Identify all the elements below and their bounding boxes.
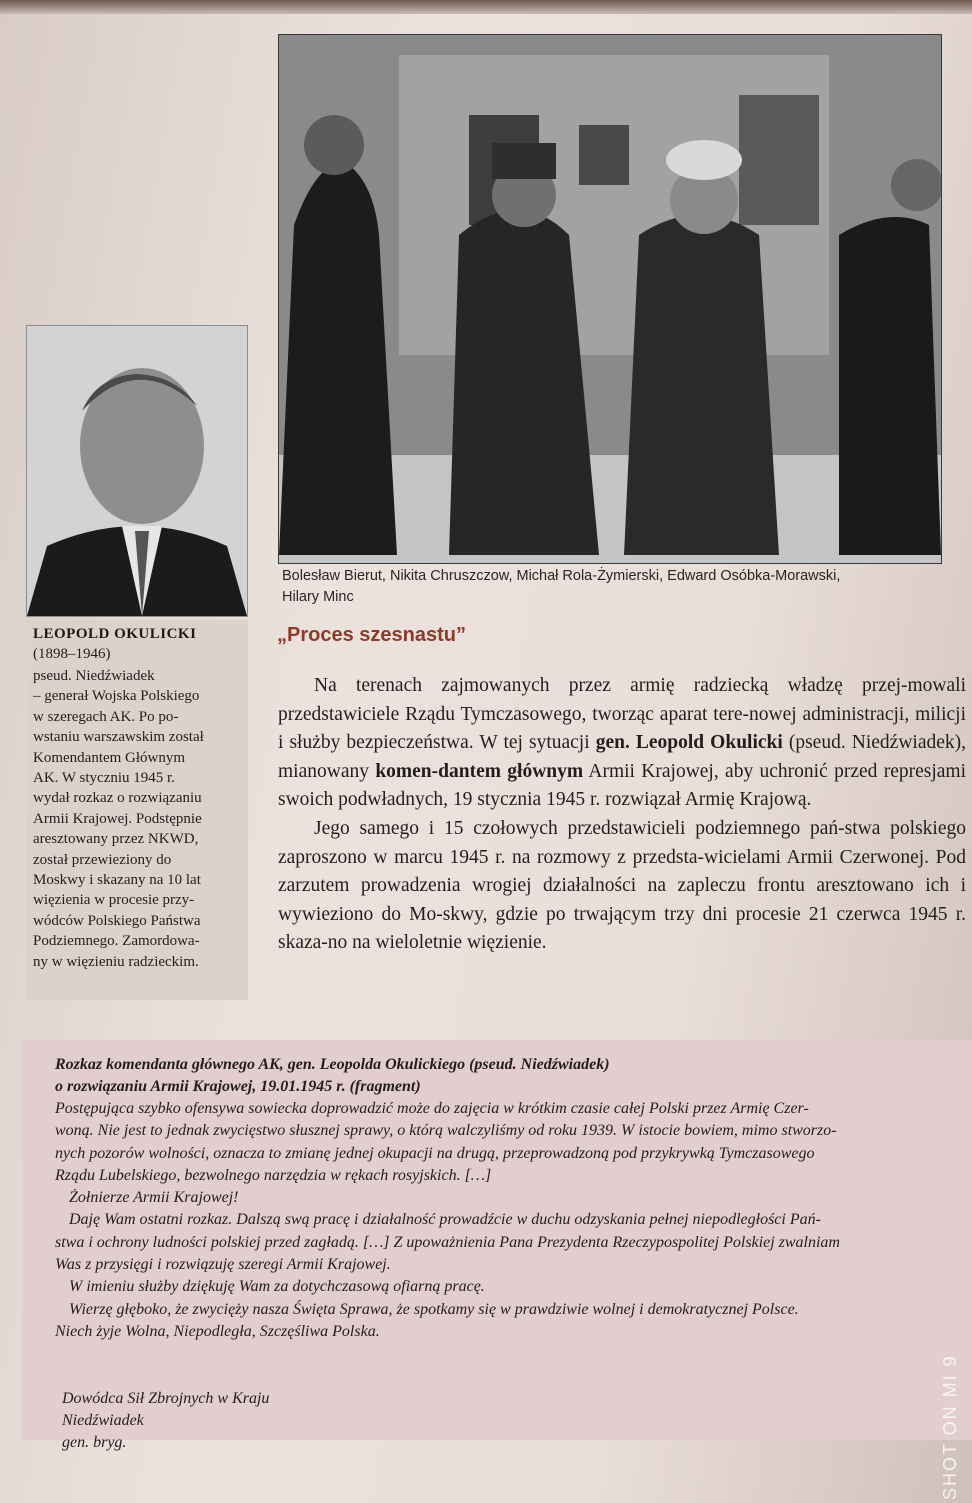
signature-line-2: Niedźwiadek bbox=[62, 1412, 144, 1429]
document-line: stwa i ochrony ludności polskiej przed zagładą. […] Z upoważnienia Pana Prezydenta Rzeczypospolitej Polskiej zwalniam bbox=[55, 1233, 840, 1251]
page-top-edge bbox=[0, 0, 972, 14]
portrait-photo bbox=[26, 325, 248, 617]
document-heading bbox=[55, 1054, 935, 1098]
document-line: Wierzę głęboko, że zwycięży nasza Święta Sprawa, że spotkamy się w prawdziwie wolnej i demokratycznej Polsce. bbox=[69, 1300, 799, 1318]
article-text: Na terenach zajmowanych przez armię radziecką władzę przej-mowali przedstawiciele Rządu Tymczasowego, tworząc aparat tere-nowej administracji, milicji i służby bezpieczeństwa. W tej sytuacji bbox=[278, 675, 966, 754]
document-line: Rządu Lubelskiego, bezwolnego narzędzia w rękach rosyjskich. […] bbox=[55, 1166, 492, 1184]
document-line: W imieniu służby dziękuję Wam za dotychczasową ofiarną pracę. bbox=[69, 1278, 485, 1296]
group-photo bbox=[278, 34, 942, 564]
section-title: „Proces szesnastu” bbox=[277, 624, 466, 646]
article-emphasis: gen. Leopold Okulicki bbox=[595, 732, 783, 754]
document-line: Daję Wam ostatni rozkaz. Dalszą swą pracę i działalność prowadźcie w duchu odzyskania pełnej niepodległości Pań- bbox=[69, 1211, 821, 1229]
document-line: nych pozorów wolności, oznacza to zmianę jednej okupacji na drugą, przeprowadzoną pod przykrywką Tymczasowego bbox=[55, 1144, 815, 1162]
bio-name: LEOPOLD OKULICKI bbox=[33, 626, 197, 642]
article-body bbox=[278, 672, 966, 958]
article-paragraph-1 bbox=[278, 672, 966, 815]
document-line: Żołnierze Armii Krajowej! bbox=[69, 1189, 239, 1207]
document-heading-line-2: o rozwiązaniu Armii Krajowej, 19.01.1945 r. (fragment) bbox=[55, 1078, 421, 1095]
signature-line-1: Dowódca Sił Zbrojnych w Kraju bbox=[62, 1390, 270, 1407]
document-line: Postępująca szybko ofensywa sowiecka doprowadzić może do zajęcia w krótkim czasie całej Polski przez Armię Czer- bbox=[55, 1100, 809, 1117]
camera-watermark bbox=[940, 1080, 970, 1500]
article-text: (pseud. Niedźwiadek), mianowany bbox=[278, 732, 966, 782]
photo-caption bbox=[282, 566, 942, 608]
article-emphasis: komen-dantem głównym bbox=[375, 760, 584, 782]
bio-years: (1898–1946) bbox=[33, 646, 111, 662]
article-text: Armii Krajowej, aby uchronić przed represjami swoich podwładnych, 19 stycznia 1945 r. rozwiązał Armię Krajową. bbox=[278, 760, 966, 811]
document-line: woną. Nie jest to jednak zwycięstwo słusznej sprawy, o którą walczyliśmy od roku 1939. W istocie bowiem, mimo stworzo- bbox=[55, 1122, 837, 1140]
photo-caption-line-1: Bolesław Bierut, Nikita Chruszczow, Michał Rola-Żymierski, Edward Osóbka-Morawski, bbox=[282, 568, 841, 584]
article-paragraph-2: Jego samego i 15 czołowych przedstawicieli podziemnego pań-stwa polskiego zaproszono w marcu 1945 r. na rozmowy z przedsta-wicielami Armii Czerwonej. Pod zarzutem prowadzenia wrogiej działalności na zapleczu frontu aresztowano ich i wywieziono do Mo-skwy, gdzie po trwającym trzy dni procesie 21 czerwca 1945 r. skaza-no na wieloletnie więzienie. bbox=[278, 817, 966, 954]
watermark-text: SHOT ON MI 9 bbox=[940, 1354, 960, 1500]
bio-text: pseud. Niedźwiadek – generał Wojska Polskiego w szeregach AK. Po po- wstaniu warszawskim został Komendantem Głównym AK. W styczniu 1945 r. wydał rozkaz o rozwiązaniu Armii Krajowej. Podstępnie aresztowany przez NKWD, został przewieziony do Moskwy i skazany na 10 lat więzienia w procesie przy- wódców Polskiego Państwa Podziemnego. Zamordowa- ny w więzieniu radzieckim. bbox=[33, 668, 204, 970]
signature-line-3: gen. bryg. bbox=[62, 1434, 127, 1451]
document-signature bbox=[62, 1388, 269, 1454]
document-line: Was z przysięgi i rozwiązuję szeregi Armii Krajowej. bbox=[55, 1256, 391, 1274]
photo-caption-line-2: Hilary Minc bbox=[282, 589, 354, 605]
document-heading-line-1: Rozkaz komendanta głównego AK, gen. Leopolda Okulickiego (pseud. Niedźwiadek) bbox=[55, 1056, 610, 1073]
document-line: Niech żyje Wolna, Niepodległa, Szczęśliwa Polska. bbox=[55, 1322, 380, 1340]
document-body bbox=[55, 1098, 972, 1343]
